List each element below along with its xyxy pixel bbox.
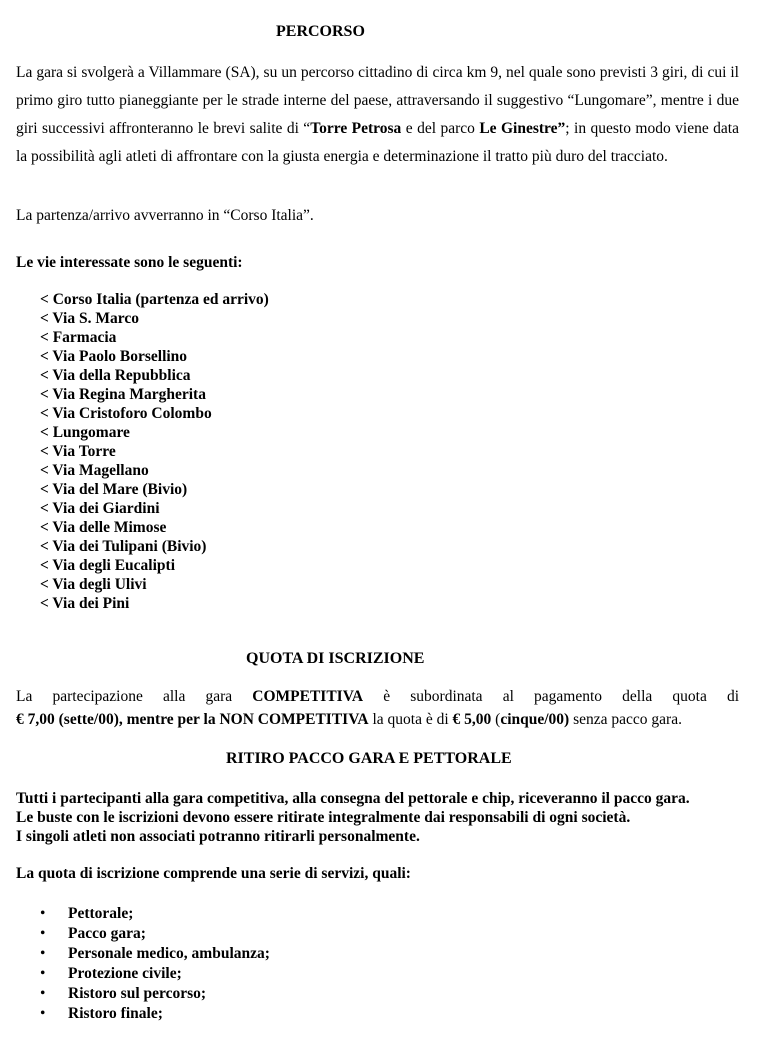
ritiro-heading: RITIRO PACCO GARA E PETTORALE (226, 750, 512, 767)
street-item: < Farmacia (40, 329, 117, 346)
percorso-paragraph (16, 59, 739, 171)
street-item: < Via Cristoforo Colombo (40, 405, 212, 422)
street-item: < Via della Repubblica (40, 367, 191, 384)
bullet-icon: • (40, 985, 46, 1002)
street-item: < Via dei Giardini (40, 500, 160, 517)
servizi-heading: La quota di iscrizione comprende una serie di servizi, quali: (16, 865, 411, 882)
torre-petrosa-text: Torre Petrosa (310, 120, 402, 137)
percorso-heading: PERCORSO (276, 23, 365, 40)
ritiro-line-2: Le buste con le iscrizioni devono essere ritirate integralmente dai responsabili di ogni società. (16, 809, 631, 826)
street-item: < Lungomare (40, 424, 130, 441)
ritiro-line-1: Tutti i partecipanti alla gara competitiva, alla consegna del pettorale e chip, riceveranno il pacco gara. (16, 790, 690, 807)
service-item (40, 924, 270, 944)
service-label: Ristoro finale; (68, 1005, 163, 1022)
service-item (40, 1004, 270, 1024)
ritiro-line-3: I singoli atleti non associati potranno ritirarli personalmente. (16, 828, 420, 845)
streets-list (40, 290, 269, 613)
service-item (40, 904, 270, 924)
service-label: Pettorale; (68, 905, 134, 922)
percorso-description: La gara si svolgerà a Villammare (SA), su un percorso cittadino di circa km 9, nel quale sono previsti 3 giri, di cui il primo giro tutto pianeggiante per le strade interne del paese, attraversando il suggestivo “Lungomare”, mentre i due giri successivi affronteranno le brevi salite di “Torre Petrosa e del parco Le Ginestre”; in questo modo viene data la possibilità agli atleti di affrontare con la giusta energia e determinazione il tratto più duro del tracciato. (16, 64, 739, 165)
service-item (40, 944, 270, 964)
le-ginestre-text: Le Ginestre” (479, 120, 566, 137)
street-item: < Via degli Ulivi (40, 576, 147, 593)
street-item: < Via Paolo Borsellino (40, 348, 188, 365)
service-item (40, 984, 270, 1004)
partenza-arrivo-text: La partenza/arrivo avverranno in “Corso Italia”. (16, 207, 314, 224)
bullet-icon: • (40, 905, 46, 922)
service-label: Personale medico, ambulanza; (68, 945, 270, 962)
street-item: < Via Magellano (40, 462, 149, 479)
street-item: < Via del Mare (Bivio) (40, 481, 188, 498)
bullet-icon: • (40, 1005, 46, 1022)
bullet-icon: • (40, 945, 46, 962)
street-item: < Via S. Marco (40, 310, 139, 327)
service-label: Ristoro sul percorso; (68, 985, 207, 1002)
quota-heading: QUOTA DI ISCRIZIONE (246, 650, 425, 667)
quota-line-1: La partecipazione alla gara COMPETITIVA è subordinata al pagamento della quota di (16, 688, 740, 705)
bullet-icon: • (40, 965, 46, 982)
street-item: < Corso Italia (partenza ed arrivo) (40, 291, 269, 308)
street-item: < Via dei Pini (40, 595, 130, 612)
streets-heading: Le vie interessate sono le seguenti: (16, 254, 243, 271)
street-item: < Via delle Mimose (40, 519, 167, 536)
street-item: < Via dei Tulipani (Bivio) (40, 538, 207, 555)
bullet-icon: • (40, 925, 46, 942)
service-label: Protezione civile; (68, 965, 182, 982)
services-list (40, 904, 270, 1024)
street-item: < Via Regina Margherita (40, 386, 206, 403)
street-item: < Via Torre (40, 443, 116, 460)
street-item: < Via degli Eucalipti (40, 557, 176, 574)
quota-line-2: € 7,00 (sette/00), mentre per la NON COMPETITIVA la quota è di € 5,00 (cinque/00) senza pacco gara. (16, 711, 682, 728)
service-label: Pacco gara; (68, 925, 146, 942)
competitiva-text: COMPETITIVA (252, 688, 364, 705)
service-item (40, 964, 270, 984)
